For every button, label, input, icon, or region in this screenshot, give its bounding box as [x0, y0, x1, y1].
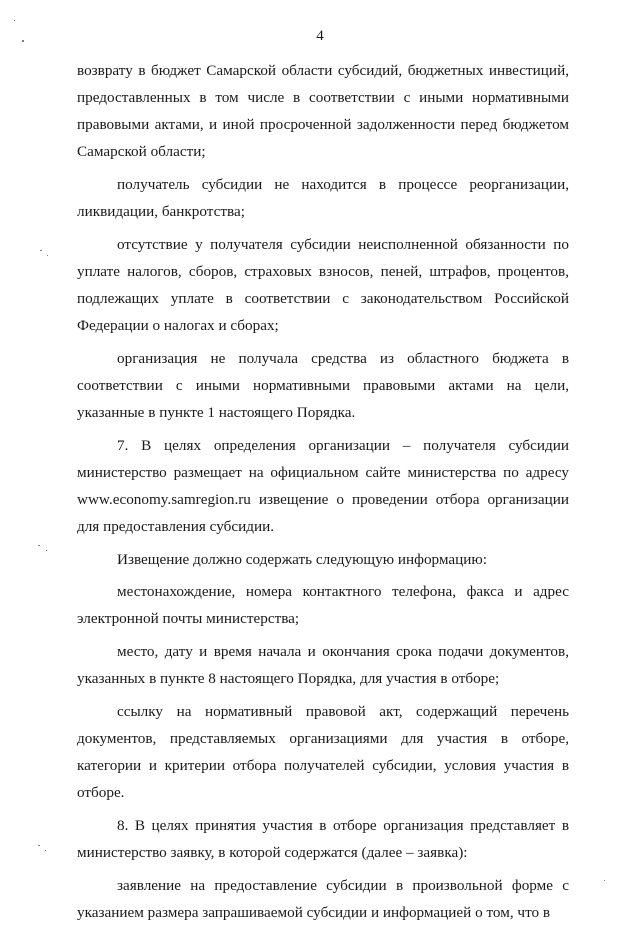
- paragraph: 7. В целях определения организации – получателя субсидии министерство размещает на официальном сайте министерства по адресу www.economy.samregion.ru извещение о проведении отбора организации для предоставления субсидии.: [77, 436, 569, 535]
- scan-speck: [22, 40, 24, 42]
- scan-speck: [38, 845, 40, 846]
- paragraph: Извещение должно содержать следующую информацию:: [117, 550, 487, 568]
- paragraph: заявление на предоставление субсидии в произвольной форме с указанием размера запрашиваемой субсидии и информацией о том, что в: [77, 876, 569, 921]
- paragraph: местонахождение, номера контактного телефона, факса и адрес электронной почты министерства;: [77, 583, 569, 628]
- document-body: [77, 57, 569, 931]
- paragraph: место, дату и время начала и окончания срока подачи документов, указанных в пункте 8 настоящего Порядка, для участия в отборе;: [77, 643, 569, 688]
- scan-speck: [38, 545, 40, 546]
- scan-speck: [14, 20, 15, 21]
- page-number: 4: [316, 28, 324, 44]
- paragraph: 8. В целях принятия участия в отборе организация представляет в министерство заявку, в которой содержатся (далее – заявка):: [77, 816, 569, 861]
- paragraph: получатель субсидии не находится в процессе реорганизации, ликвидации, банкротства;: [77, 175, 569, 221]
- scan-speck: [47, 255, 48, 256]
- paragraph: ссылку на нормативный правовой акт, содержащий перечень документов, представляемых организациями для участия в отборе, категории и критерии отбора получателей субсидии, условия участия в отборе.: [77, 702, 569, 802]
- scan-speck: [604, 880, 605, 881]
- scan-speck: [46, 550, 47, 551]
- paragraph: организация не получала средства из областного бюджета в соответствии с иными нормативными правовыми актами на цели, указанные в пункте 1 настоящего Порядка.: [77, 349, 569, 421]
- scan-speck: [40, 250, 42, 251]
- scan-speck: [45, 850, 46, 851]
- paragraph: возврату в бюджет Самарской области субсидий, бюджетных инвестиций, предоставленных в том числе в соответствии с иными нормативными правовыми актами, и иной просроченной задолженности перед бюджетом Самарской области;: [77, 62, 569, 161]
- paragraph: отсутствие у получателя субсидии неисполненной обязанности по уплате налогов, сборов, страховых взносов, пеней, штрафов, процентов, подлежащих уплате в соответствии с законодательством Российской Федерации о налогах и сборах;: [77, 235, 569, 335]
